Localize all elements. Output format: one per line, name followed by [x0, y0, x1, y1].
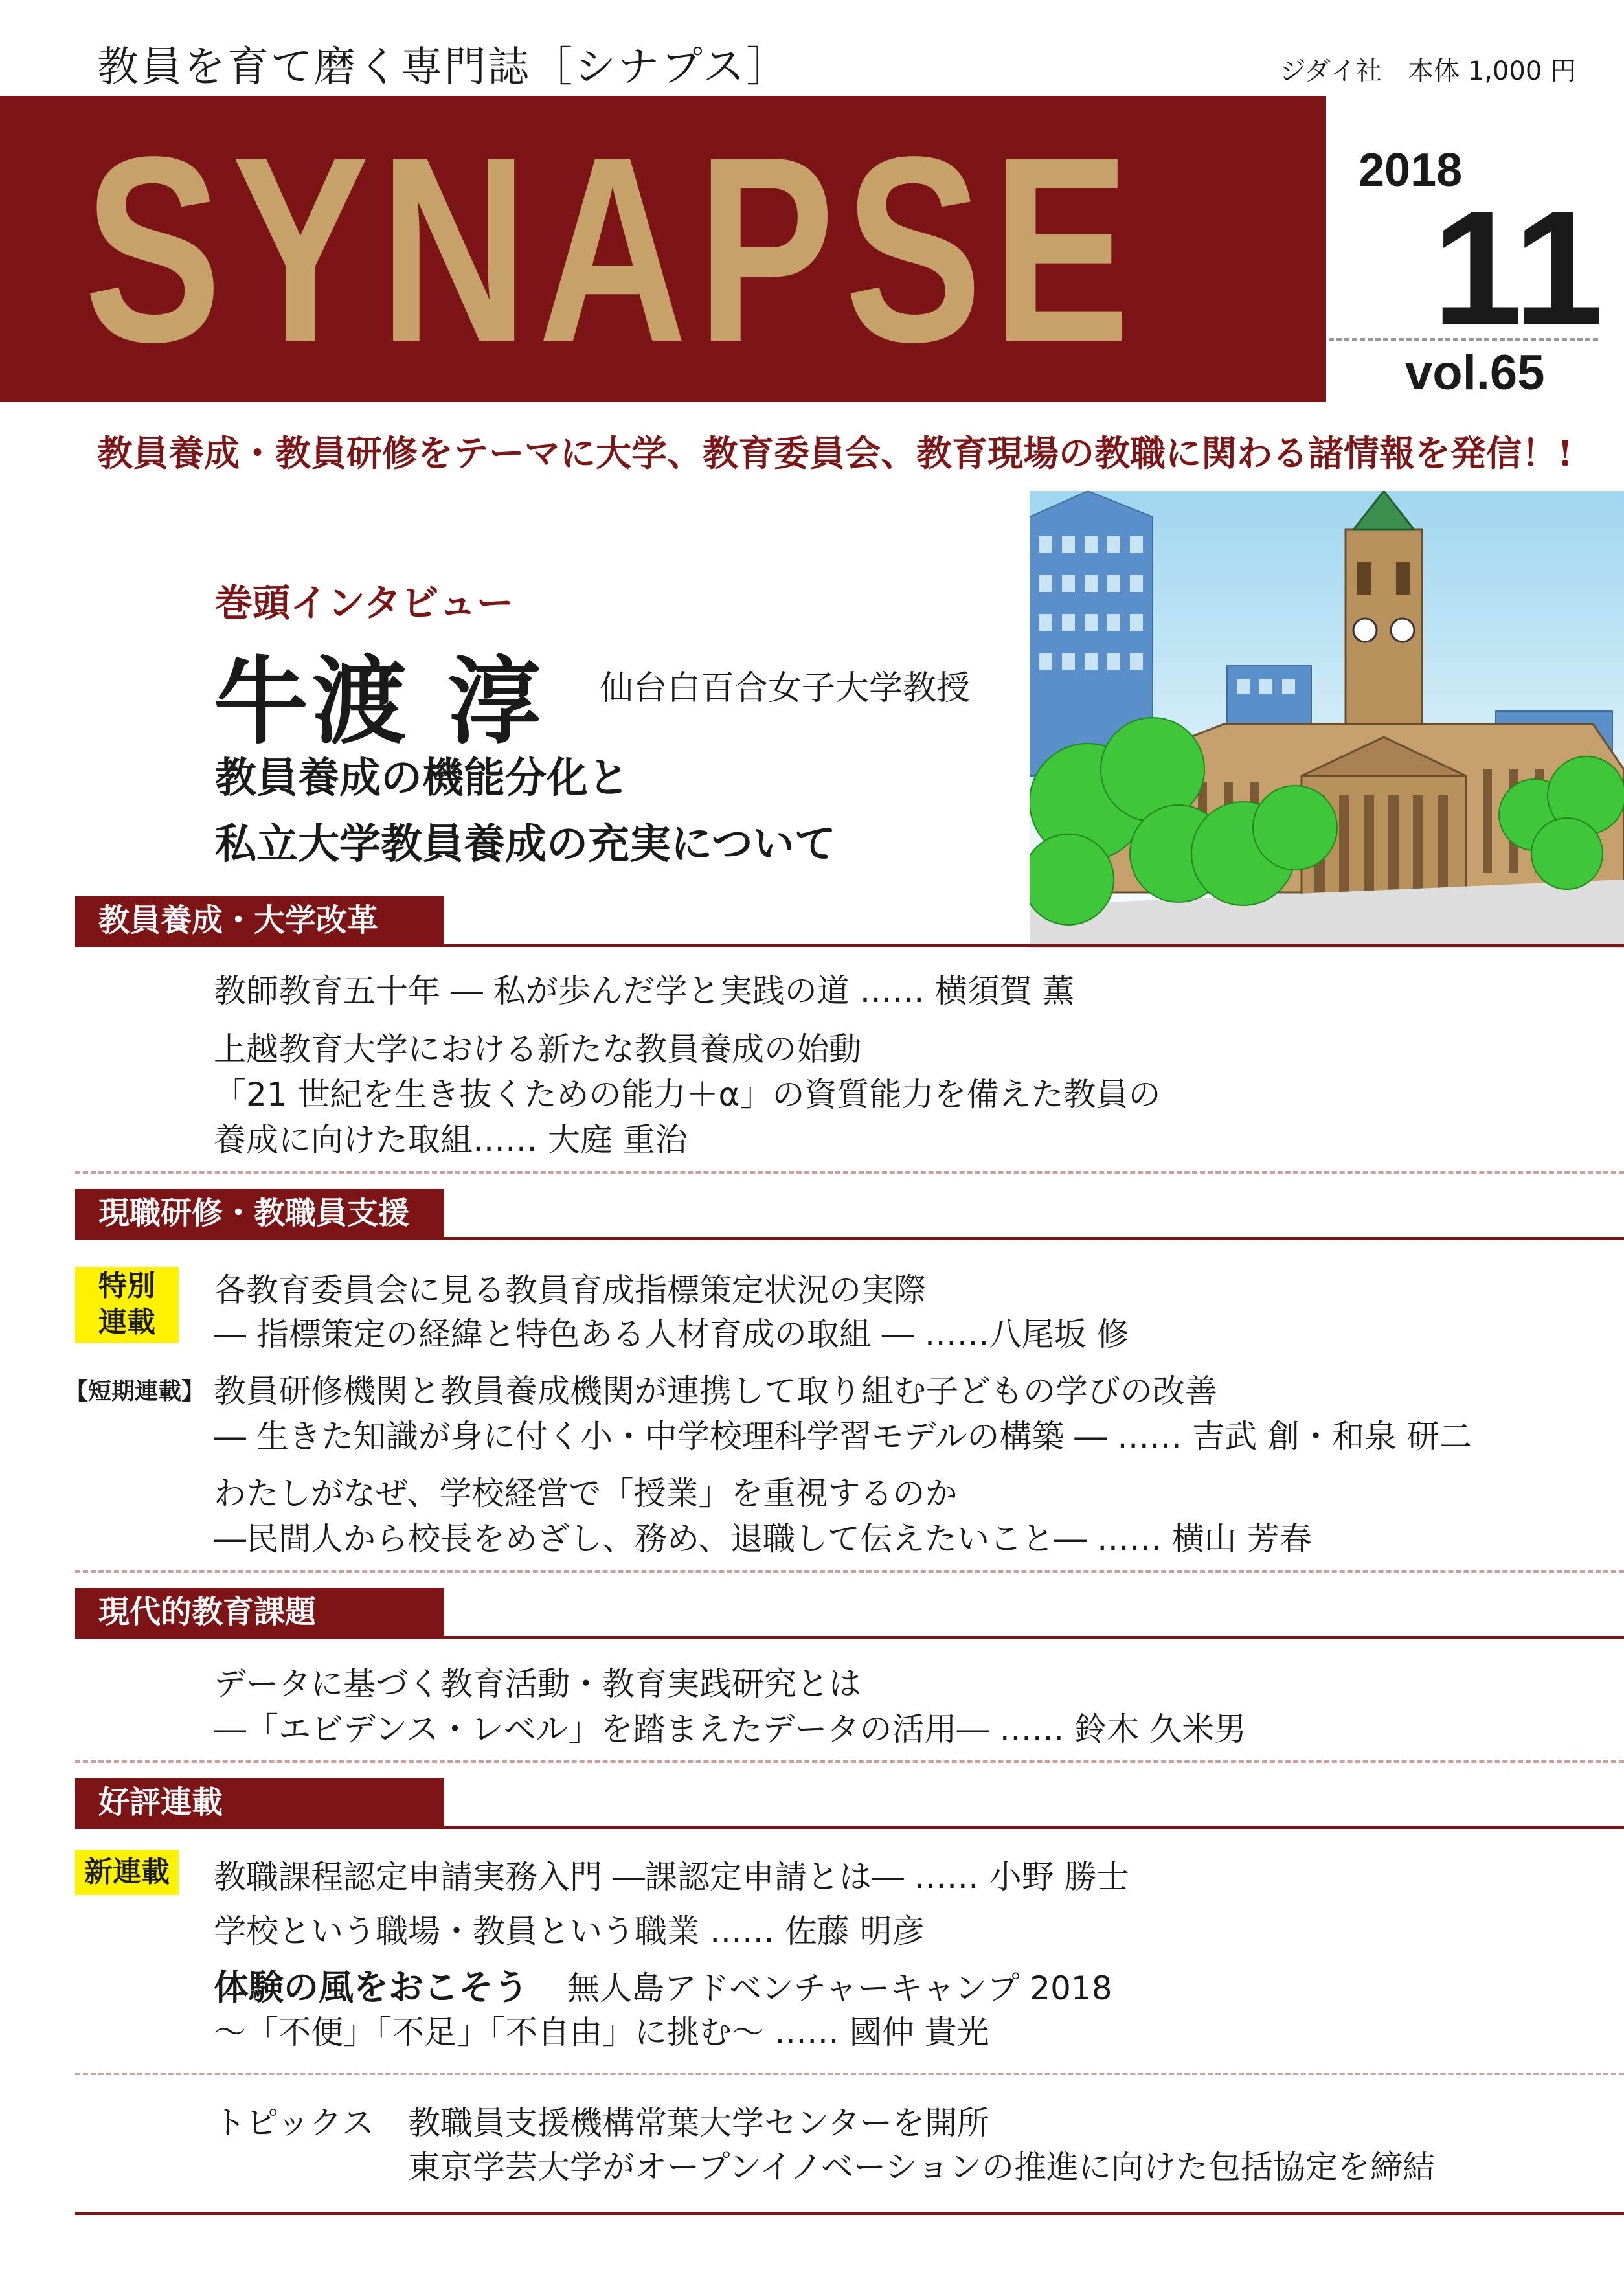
article-line: 教員研修機関と教員養成機関が連携して取り組む子どもの学びの改善 [214, 1372, 1217, 1410]
section-rule [75, 1636, 1624, 1639]
dashed-divider [75, 1171, 1624, 1174]
dashed-divider [75, 1570, 1624, 1573]
topics-label: トピックス [214, 2104, 374, 2142]
section-rule [75, 944, 1624, 947]
article-line: データに基づく教育活動・教育実践研究とは [214, 1665, 861, 1703]
section-rule [75, 1826, 1624, 1829]
article-line: 上越教育大学における新たな教員養成の始動 [214, 1030, 861, 1068]
badge-line: 連載 [98, 1306, 155, 1339]
article-line: 各教育委員会に見る教員育成指標策定状況の実際 [214, 1271, 926, 1309]
article-line: わたしがなぜ、学校経営で「授業」を重視するのか [214, 1475, 958, 1512]
short-series-tag: 【短期連載】 [65, 1378, 205, 1405]
dashed-divider [75, 2073, 1624, 2075]
special-series-badge [75, 1267, 179, 1343]
section-label-contemporary-issues: 現代的教育課題 [75, 1588, 444, 1636]
interviewee-name: 牛渡 淳 [214, 647, 546, 757]
article-line: ― 生きた知識が身に付く小・中学校理科学習モデルの構築 ― …… 吉武 創・和泉 研二 [214, 1418, 1472, 1455]
issue-volume: vol.65 [1405, 345, 1545, 400]
topic-line: 東京学芸大学がオープンイノベーションの推進に向けた包括協定を締結 [408, 2148, 1435, 2186]
magazine-tagline: 教員を育て磨く専門誌［シナプス］ [97, 43, 790, 91]
interview-title-line1: 教員養成の機能分化と [215, 755, 629, 802]
camp-series-title: 体験の風をおこそう [214, 1967, 528, 2008]
issue-divider [1329, 338, 1598, 341]
interview-title-line2: 私立大学教員養成の充実について [215, 821, 836, 869]
article-line: 教師教育五十年 ― 私が歩んだ学と実践の道 …… 横須賀 薫 [214, 972, 1075, 1010]
article-line: ―民間人から校長をめざし、務め、退職して伝えたいこと― …… 横山 芳春 [214, 1520, 1312, 1558]
article-line: 教職課程認定申請実務入門 ―課認定申請とは― …… 小野 勝士 [214, 1858, 1129, 1896]
article-line: 養成に向けた取組…… 大庭 重治 [214, 1121, 688, 1159]
section-label-inservice-training: 現職研修・教職員支援 [75, 1189, 444, 1237]
dashed-divider [75, 1760, 1624, 1763]
section-label-teacher-training: 教員養成・大学改革 [75, 896, 444, 944]
issue-year: 2018 [1359, 144, 1463, 196]
section-label-series: 好評連載 [75, 1778, 444, 1826]
interviewee-affiliation: 仙台白百合女子大学教授 [600, 669, 971, 708]
bottom-rule [75, 2212, 1624, 2215]
topic-line: 教職員支援機構常葉大学センターを開所 [408, 2104, 989, 2142]
article-line: 学校という職場・教員という職業 …… 佐藤 明彦 [214, 1913, 925, 1950]
magazine-logo: SYNAPSE [84, 102, 1140, 397]
issue-month: 11 [1432, 177, 1604, 358]
mission-statement: 教員養成・教員研修をテーマに大学、教育委員会、教育現場の教職に関わる諸情報を発信！! [97, 432, 1573, 474]
badge-line: 特別 [98, 1269, 155, 1302]
article-line: ～「不便」「不足」「不自由」に挑む～ …… 國仲 貴光 [214, 2014, 989, 2051]
new-series-badge: 新連載 [75, 1850, 179, 1895]
interview-kicker: 巻頭インタビュー [215, 581, 514, 625]
article-line: ― 指標策定の経緯と特色ある人材育成の取組 ― ……八尾坂 修 [214, 1315, 1129, 1353]
article-line: 「21 世紀を生き抜くための能力＋α」の資質能力を備えた教員の [214, 1076, 1161, 1113]
publisher-price: ジダイ社 本体 1,000 円 [1280, 56, 1576, 86]
article-line: ―「エビデンス・レベル」を踏まえたデータの活用― …… 鈴木 久米男 [214, 1710, 1247, 1748]
camp-series-subtitle: 無人島アドベンチャーキャンプ 2018 [567, 1970, 1112, 2007]
clock-tower-illustration [1030, 491, 1624, 948]
section-rule [75, 1237, 1624, 1240]
article-line-camp [214, 1960, 1112, 2010]
